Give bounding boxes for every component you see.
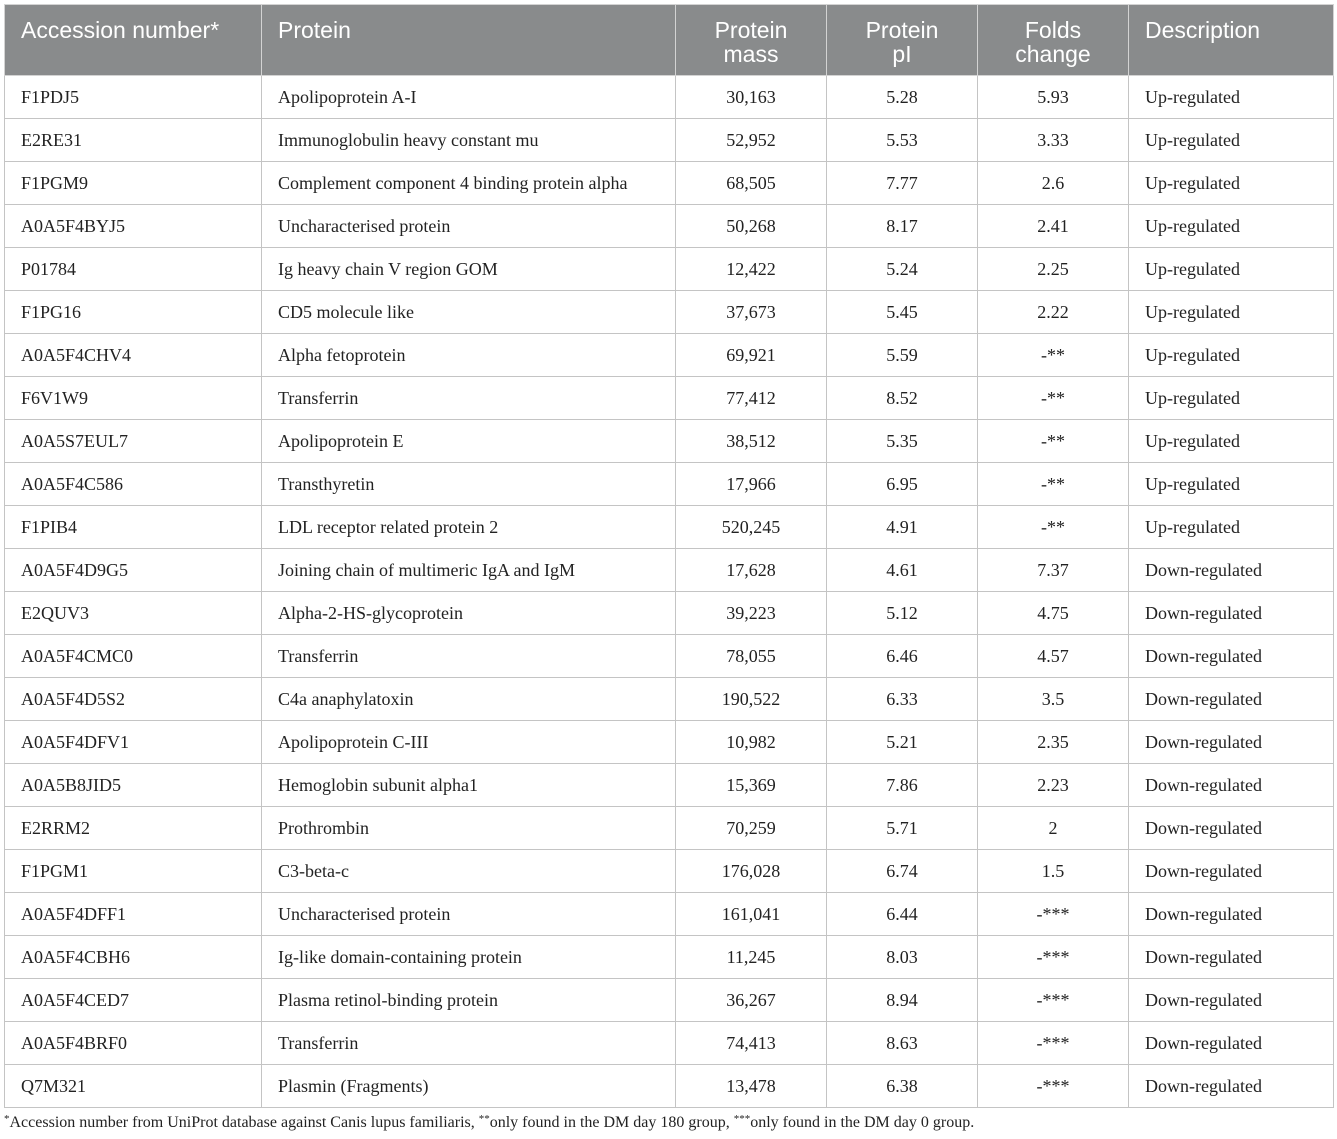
table-row: [5, 162, 1334, 205]
cell-folds-change: 2.23: [978, 764, 1129, 807]
cell-description: Down-regulated: [1129, 764, 1334, 807]
cell-accession-number: F1PIB4: [5, 506, 262, 549]
cell-protein-pi: 8.94: [827, 979, 978, 1022]
cell-protein-mass: 13,478: [676, 1065, 827, 1108]
table-row: [5, 119, 1334, 162]
cell-protein-pi: 5.71: [827, 807, 978, 850]
table-row: [5, 850, 1334, 893]
cell-protein-mass: 161,041: [676, 893, 827, 936]
table-row: [5, 506, 1334, 549]
cell-protein-name: Apolipoprotein A-I: [262, 76, 676, 119]
cell-protein-mass: 39,223: [676, 592, 827, 635]
cell-protein-name: Uncharacterised protein: [262, 205, 676, 248]
cell-description: Up-regulated: [1129, 119, 1334, 162]
cell-folds-change: -**: [978, 420, 1129, 463]
cell-folds-change: -***: [978, 979, 1129, 1022]
cell-protein-pi: 8.03: [827, 936, 978, 979]
cell-description: Down-regulated: [1129, 721, 1334, 764]
cell-protein-mass: 52,952: [676, 119, 827, 162]
table-row: [5, 377, 1334, 420]
cell-protein-name: Immunoglobulin heavy constant mu: [262, 119, 676, 162]
cell-accession-number: E2RRM2: [5, 807, 262, 850]
table-row: [5, 420, 1334, 463]
cell-folds-change: -**: [978, 334, 1129, 377]
cell-accession-number: F1PDJ5: [5, 76, 262, 119]
cell-accession-number: F1PGM1: [5, 850, 262, 893]
cell-folds-change: 2.25: [978, 248, 1129, 291]
table-row: [5, 463, 1334, 506]
cell-protein-name: C3-beta-c: [262, 850, 676, 893]
cell-description: Down-regulated: [1129, 936, 1334, 979]
cell-accession-number: A0A5F4D5S2: [5, 678, 262, 721]
table-row: [5, 1022, 1334, 1065]
cell-folds-change: -***: [978, 1065, 1129, 1108]
cell-protein-name: Apolipoprotein C-III: [262, 721, 676, 764]
cell-description: Up-regulated: [1129, 377, 1334, 420]
cell-protein-name: Apolipoprotein E: [262, 420, 676, 463]
cell-folds-change: 4.57: [978, 635, 1129, 678]
cell-protein-mass: 11,245: [676, 936, 827, 979]
cell-protein-pi: 6.95: [827, 463, 978, 506]
cell-protein-name: Plasma retinol-binding protein: [262, 979, 676, 1022]
cell-protein-mass: 30,163: [676, 76, 827, 119]
cell-protein-mass: 68,505: [676, 162, 827, 205]
cell-protein-pi: 7.77: [827, 162, 978, 205]
cell-protein-pi: 4.61: [827, 549, 978, 592]
table-row: [5, 549, 1334, 592]
table-row: [5, 76, 1334, 119]
cell-protein-name: Ig-like domain-containing protein: [262, 936, 676, 979]
cell-description: Up-regulated: [1129, 205, 1334, 248]
cell-folds-change: 7.37: [978, 549, 1129, 592]
cell-description: Up-regulated: [1129, 506, 1334, 549]
cell-protein-pi: 5.28: [827, 76, 978, 119]
table-row: [5, 1065, 1334, 1108]
cell-protein-name: Uncharacterised protein: [262, 893, 676, 936]
cell-description: Up-regulated: [1129, 463, 1334, 506]
cell-protein-mass: 176,028: [676, 850, 827, 893]
cell-protein-mass: 70,259: [676, 807, 827, 850]
cell-accession-number: F1PG16: [5, 291, 262, 334]
cell-protein-mass: 37,673: [676, 291, 827, 334]
cell-protein-mass: 74,413: [676, 1022, 827, 1065]
cell-accession-number: A0A5F4CBH6: [5, 936, 262, 979]
cell-folds-change: -**: [978, 463, 1129, 506]
cell-folds-change: -***: [978, 1022, 1129, 1065]
cell-folds-change: -**: [978, 506, 1129, 549]
cell-protein-name: Transferrin: [262, 1022, 676, 1065]
cell-protein-pi: 7.86: [827, 764, 978, 807]
cell-protein-name: Ig heavy chain V region GOM: [262, 248, 676, 291]
header-protein-mass: Protein mass: [676, 5, 827, 76]
cell-protein-mass: 12,422: [676, 248, 827, 291]
table-row: [5, 893, 1334, 936]
cell-protein-mass: 50,268: [676, 205, 827, 248]
table-row: [5, 979, 1334, 1022]
cell-protein-pi: 4.91: [827, 506, 978, 549]
table-row: [5, 205, 1334, 248]
differential-protein-table: [4, 4, 1334, 1108]
cell-protein-mass: 36,267: [676, 979, 827, 1022]
cell-description: Down-regulated: [1129, 979, 1334, 1022]
cell-accession-number: A0A5F4BYJ5: [5, 205, 262, 248]
table-footnote: *Accession number from UniProt database against Canis lupus familiaris, **only found in the DM day 180 group, ***only found in the DM day 0 group.: [4, 1113, 975, 1131]
cell-protein-pi: 5.45: [827, 291, 978, 334]
cell-folds-change: 1.5: [978, 850, 1129, 893]
cell-folds-change: 2.6: [978, 162, 1129, 205]
cell-protein-name: LDL receptor related protein 2: [262, 506, 676, 549]
header-folds-change: Folds change: [978, 5, 1129, 76]
cell-accession-number: A0A5F4DFF1: [5, 893, 262, 936]
cell-description: Down-regulated: [1129, 635, 1334, 678]
cell-protein-mass: 15,369: [676, 764, 827, 807]
cell-folds-change: -**: [978, 377, 1129, 420]
cell-folds-change: 3.33: [978, 119, 1129, 162]
cell-accession-number: A0A5F4CMC0: [5, 635, 262, 678]
cell-protein-name: Transferrin: [262, 377, 676, 420]
cell-description: Down-regulated: [1129, 592, 1334, 635]
cell-protein-name: Joining chain of multimeric IgA and IgM: [262, 549, 676, 592]
table-row: [5, 764, 1334, 807]
table-row: [5, 635, 1334, 678]
cell-protein-mass: 69,921: [676, 334, 827, 377]
cell-description: Down-regulated: [1129, 549, 1334, 592]
protein-table-container: [4, 4, 1333, 1108]
cell-accession-number: A0A5F4D9G5: [5, 549, 262, 592]
cell-description: Down-regulated: [1129, 678, 1334, 721]
cell-protein-mass: 17,966: [676, 463, 827, 506]
cell-folds-change: 5.93: [978, 76, 1129, 119]
cell-description: Up-regulated: [1129, 291, 1334, 334]
cell-protein-pi: 5.12: [827, 592, 978, 635]
cell-protein-pi: 5.53: [827, 119, 978, 162]
cell-protein-name: Transthyretin: [262, 463, 676, 506]
cell-protein-pi: 5.24: [827, 248, 978, 291]
cell-description: Up-regulated: [1129, 76, 1334, 119]
table-row: [5, 291, 1334, 334]
cell-folds-change: 2.41: [978, 205, 1129, 248]
cell-accession-number: A0A5S7EUL7: [5, 420, 262, 463]
cell-accession-number: F1PGM9: [5, 162, 262, 205]
table-row: [5, 807, 1334, 850]
cell-description: Down-regulated: [1129, 807, 1334, 850]
cell-accession-number: F6V1W9: [5, 377, 262, 420]
cell-protein-name: Alpha fetoprotein: [262, 334, 676, 377]
cell-accession-number: E2RE31: [5, 119, 262, 162]
cell-description: Down-regulated: [1129, 1022, 1334, 1065]
cell-protein-pi: 8.52: [827, 377, 978, 420]
cell-description: Up-regulated: [1129, 248, 1334, 291]
cell-protein-name: Transferrin: [262, 635, 676, 678]
cell-accession-number: P01784: [5, 248, 262, 291]
cell-protein-name: CD5 molecule like: [262, 291, 676, 334]
cell-protein-pi: 6.38: [827, 1065, 978, 1108]
cell-protein-pi: 5.35: [827, 420, 978, 463]
cell-protein-mass: 77,412: [676, 377, 827, 420]
cell-description: Down-regulated: [1129, 850, 1334, 893]
cell-protein-name: Alpha-2-HS-glycoprotein: [262, 592, 676, 635]
table-row: [5, 936, 1334, 979]
cell-accession-number: A0A5F4DFV1: [5, 721, 262, 764]
cell-description: Down-regulated: [1129, 1065, 1334, 1108]
cell-protein-pi: 6.44: [827, 893, 978, 936]
cell-protein-mass: 78,055: [676, 635, 827, 678]
cell-protein-pi: 6.46: [827, 635, 978, 678]
cell-protein-pi: 6.74: [827, 850, 978, 893]
cell-description: Up-regulated: [1129, 334, 1334, 377]
header-protein-pi: Protein pI: [827, 5, 978, 76]
cell-folds-change: 2.35: [978, 721, 1129, 764]
cell-protein-pi: 8.17: [827, 205, 978, 248]
header-description: Description: [1129, 5, 1334, 76]
cell-protein-name: Complement component 4 binding protein alpha: [262, 162, 676, 205]
cell-description: Down-regulated: [1129, 893, 1334, 936]
cell-protein-pi: 8.63: [827, 1022, 978, 1065]
table-row: [5, 592, 1334, 635]
cell-protein-mass: 17,628: [676, 549, 827, 592]
cell-folds-change: -***: [978, 936, 1129, 979]
table-row: [5, 334, 1334, 377]
table-header-row: [5, 5, 1334, 76]
table-row: [5, 248, 1334, 291]
cell-folds-change: 2: [978, 807, 1129, 850]
cell-protein-mass: 190,522: [676, 678, 827, 721]
cell-protein-pi: 6.33: [827, 678, 978, 721]
header-accession-number: Accession number*: [5, 5, 262, 76]
cell-description: Up-regulated: [1129, 420, 1334, 463]
cell-protein-name: Plasmin (Fragments): [262, 1065, 676, 1108]
cell-accession-number: A0A5F4CED7: [5, 979, 262, 1022]
cell-accession-number: E2QUV3: [5, 592, 262, 635]
header-protein: Protein: [262, 5, 676, 76]
table-row: [5, 678, 1334, 721]
table-row: [5, 721, 1334, 764]
cell-protein-pi: 5.59: [827, 334, 978, 377]
cell-accession-number: Q7M321: [5, 1065, 262, 1108]
cell-protein-mass: 10,982: [676, 721, 827, 764]
cell-accession-number: A0A5F4CHV4: [5, 334, 262, 377]
cell-folds-change: 3.5: [978, 678, 1129, 721]
cell-protein-name: Hemoglobin subunit alpha1: [262, 764, 676, 807]
table-body: [5, 76, 1334, 1108]
cell-accession-number: A0A5B8JID5: [5, 764, 262, 807]
cell-protein-mass: 38,512: [676, 420, 827, 463]
cell-accession-number: A0A5F4BRF0: [5, 1022, 262, 1065]
cell-folds-change: 4.75: [978, 592, 1129, 635]
cell-protein-pi: 5.21: [827, 721, 978, 764]
cell-protein-name: Prothrombin: [262, 807, 676, 850]
cell-description: Up-regulated: [1129, 162, 1334, 205]
cell-folds-change: -***: [978, 893, 1129, 936]
cell-accession-number: A0A5F4C586: [5, 463, 262, 506]
cell-protein-mass: 520,245: [676, 506, 827, 549]
cell-folds-change: 2.22: [978, 291, 1129, 334]
cell-protein-name: C4a anaphylatoxin: [262, 678, 676, 721]
